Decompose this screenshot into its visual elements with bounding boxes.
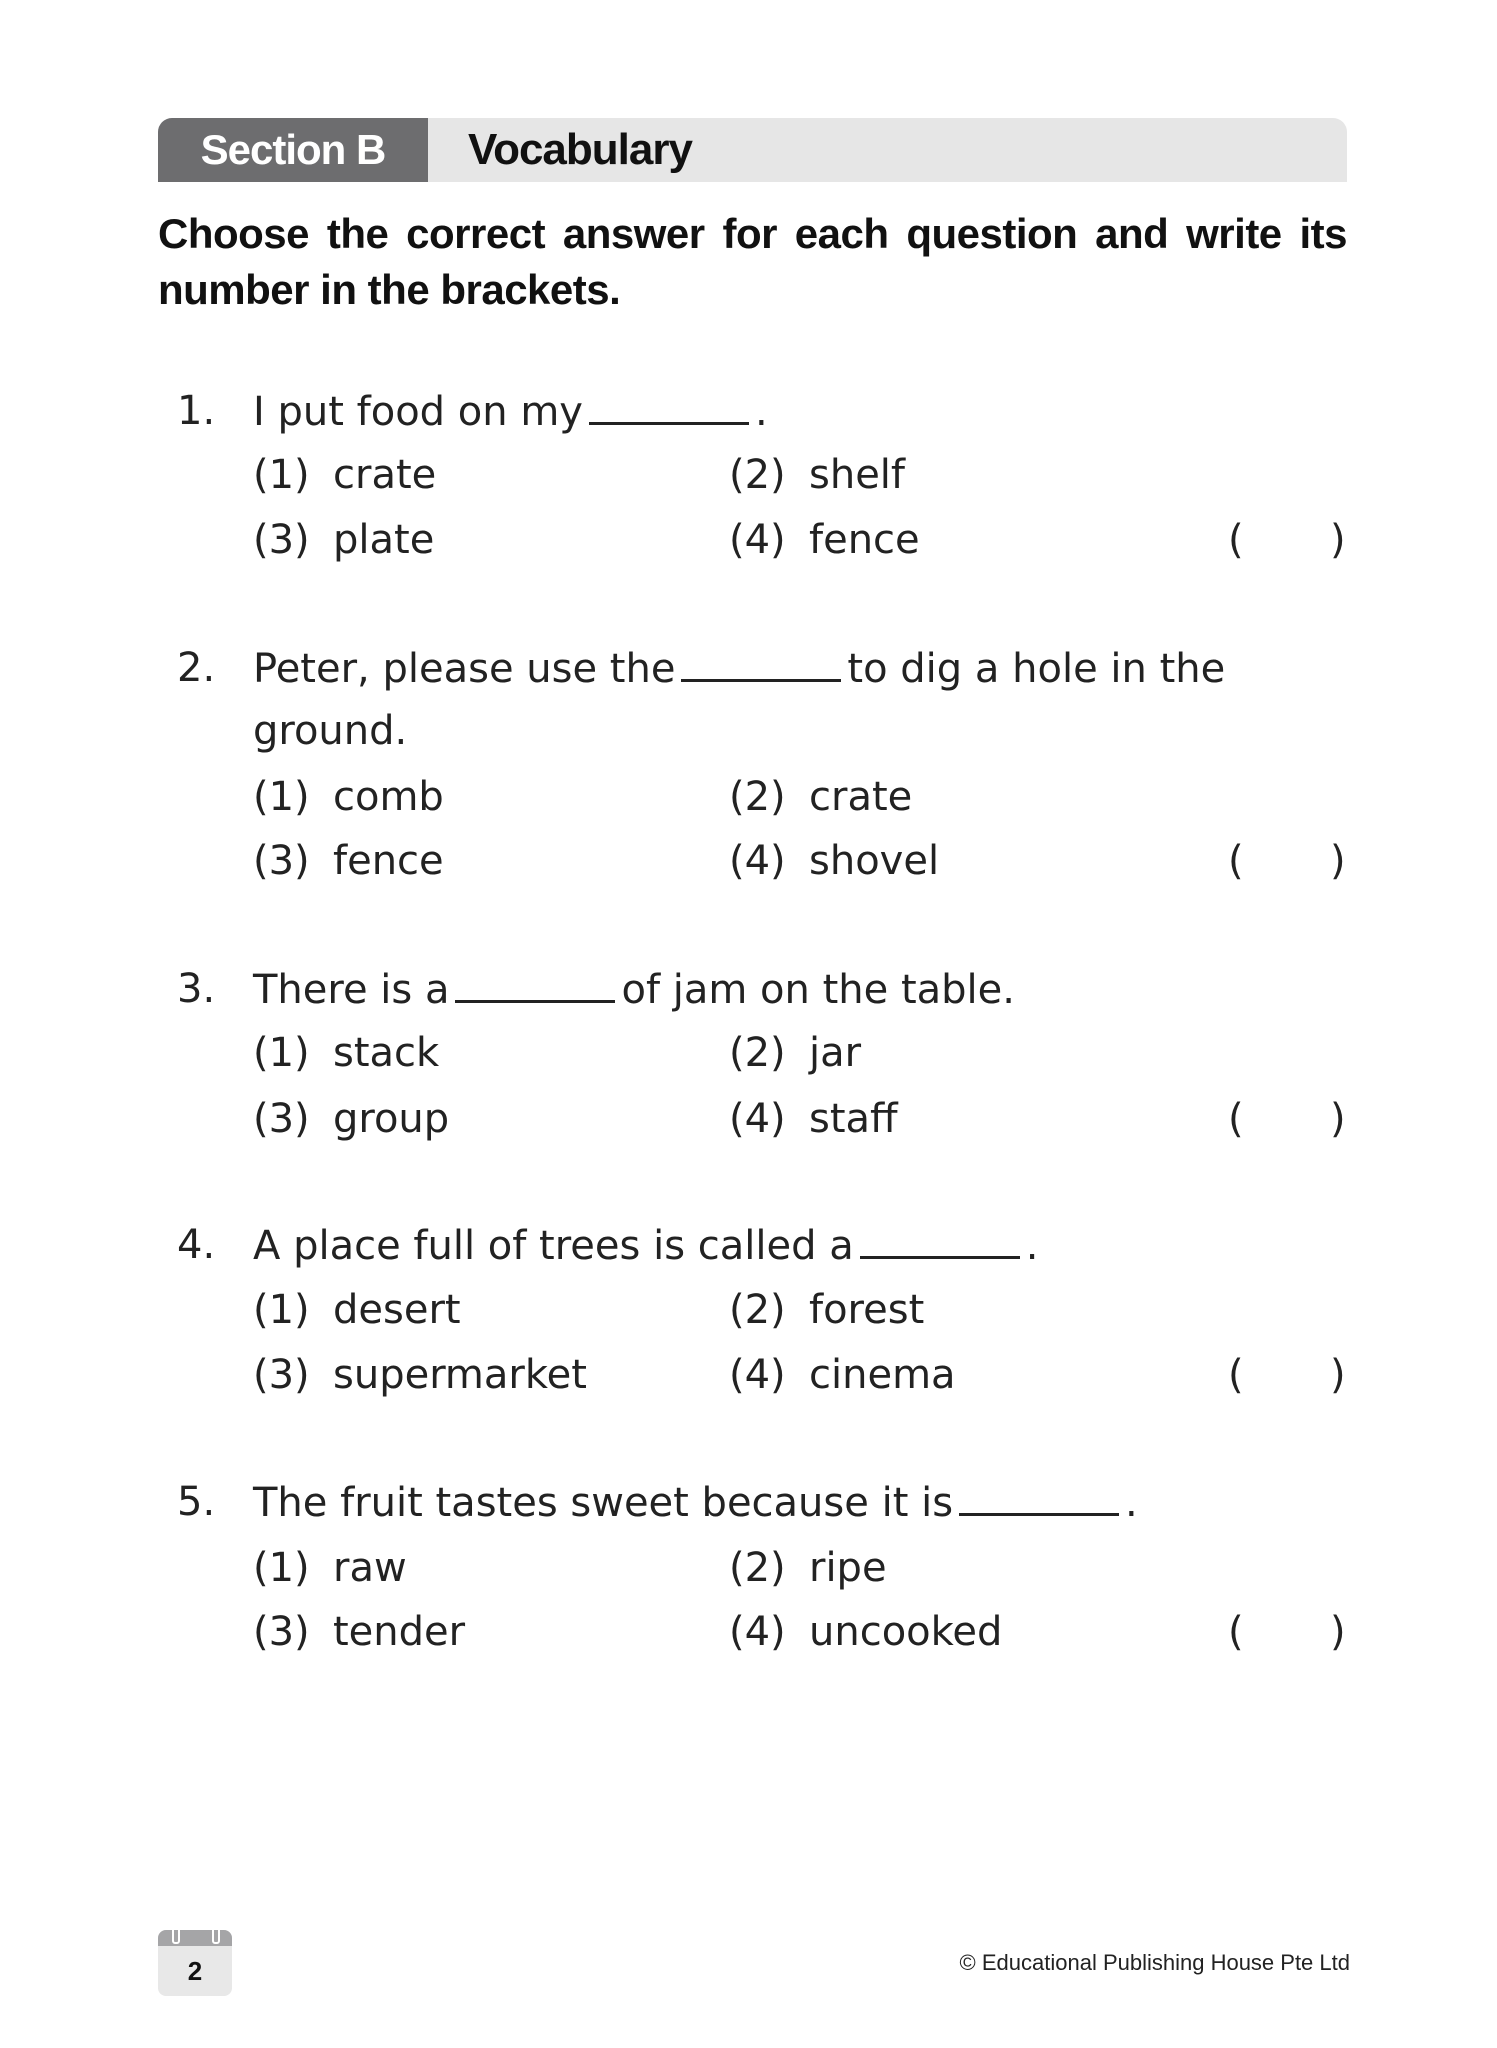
question-text-after: of jam on the table.	[621, 967, 1015, 1013]
answer-bracket-close[interactable]: )	[1330, 1609, 1346, 1655]
option-text: crate	[333, 452, 437, 498]
option-1	[253, 1285, 461, 1335]
option-text: supermarket	[333, 1352, 587, 1398]
answer-blank	[455, 964, 615, 1003]
option-label: (1)	[253, 1545, 310, 1591]
option-2	[729, 1028, 861, 1078]
question-number: 4.	[177, 1222, 216, 1268]
answer-bracket-close[interactable]: )	[1330, 517, 1346, 563]
option-label: (4)	[729, 1609, 786, 1655]
option-label: (4)	[729, 838, 786, 884]
option-text: raw	[333, 1545, 407, 1591]
answer-bracket-close[interactable]: )	[1330, 838, 1346, 884]
question-text-before: I put food on my	[253, 389, 583, 435]
question-stem	[253, 964, 1015, 1015]
option-3	[253, 515, 434, 565]
answer-bracket-open[interactable]: (	[1228, 1609, 1244, 1655]
question-number: 5.	[177, 1479, 216, 1525]
calendar-ring-icon	[172, 1930, 180, 1944]
calendar-ring-icon	[212, 1930, 220, 1944]
option-text: stack	[333, 1030, 440, 1076]
option-1	[253, 772, 444, 822]
option-text: fence	[333, 838, 444, 884]
question-text-before: The fruit tastes sweet because it is	[253, 1480, 954, 1526]
answer-bracket-open[interactable]: (	[1228, 838, 1244, 884]
option-text: uncooked	[809, 1609, 1003, 1655]
option-label: (1)	[253, 1287, 310, 1333]
option-label: (1)	[253, 1030, 310, 1076]
page-number: 2	[187, 1956, 203, 1986]
option-label: (2)	[729, 774, 786, 820]
question-text-before: A place full of trees is called a	[253, 1223, 854, 1269]
option-text: jar	[809, 1030, 862, 1076]
answer-blank	[860, 1220, 1020, 1259]
answer-bracket-open[interactable]: (	[1228, 517, 1244, 563]
option-label: (2)	[729, 452, 786, 498]
option-2	[729, 1285, 924, 1335]
option-text: forest	[809, 1287, 925, 1333]
section-title: Vocabulary	[468, 125, 692, 174]
option-4	[729, 1350, 956, 1400]
option-label: (1)	[253, 774, 310, 820]
question-text-continued: ground.	[253, 708, 408, 754]
option-label: (3)	[253, 1609, 310, 1655]
option-3	[253, 836, 444, 886]
option-text: comb	[333, 774, 444, 820]
option-label: (3)	[253, 838, 310, 884]
option-4	[729, 1094, 898, 1144]
option-2	[729, 772, 912, 822]
question-text-after: .	[1125, 1480, 1138, 1526]
answer-bracket-close[interactable]: )	[1330, 1096, 1346, 1142]
option-4	[729, 515, 920, 565]
option-1	[253, 450, 436, 500]
option-text: shovel	[809, 838, 940, 884]
option-label: (4)	[729, 1096, 786, 1142]
option-text: group	[333, 1096, 450, 1142]
option-text: tender	[333, 1609, 466, 1655]
question-stem	[253, 386, 768, 437]
section-label: Section B	[158, 118, 428, 182]
option-2	[729, 1543, 887, 1593]
option-4	[729, 1607, 1002, 1657]
question-text-before: Peter, please use the	[253, 646, 676, 692]
question-text-after: .	[754, 389, 768, 435]
instructions: Choose the correct answer for each question and write its number in the brackets.	[158, 210, 1347, 313]
option-label: (2)	[729, 1030, 786, 1076]
option-4	[729, 836, 939, 886]
option-label: (2)	[729, 1287, 786, 1333]
answer-bracket-open[interactable]: (	[1228, 1352, 1244, 1398]
section-header	[158, 118, 1347, 182]
answer-bracket-close[interactable]: )	[1330, 1352, 1346, 1398]
question-number: 3.	[177, 966, 216, 1012]
option-text: ripe	[809, 1545, 887, 1591]
page-number-badge	[158, 1930, 232, 1996]
question-text-after: .	[1025, 1223, 1039, 1269]
option-label: (1)	[253, 452, 310, 498]
option-label: (3)	[253, 1352, 310, 1398]
option-3	[253, 1094, 449, 1144]
answer-blank	[589, 386, 749, 425]
copyright: © Educational Publishing House Pte Ltd	[959, 1950, 1350, 1975]
question-text-before: There is a	[253, 967, 450, 1013]
option-text: shelf	[809, 452, 905, 498]
answer-bracket-open[interactable]: (	[1228, 1096, 1244, 1142]
option-text: desert	[333, 1287, 461, 1333]
option-label: (4)	[729, 517, 786, 563]
option-1	[253, 1028, 439, 1078]
question-stem	[253, 1477, 1138, 1528]
question-stem	[253, 1220, 1038, 1271]
option-text: plate	[333, 517, 435, 563]
question-text-after: to dig a hole in the	[847, 646, 1226, 692]
option-2	[729, 450, 905, 500]
option-label: (4)	[729, 1352, 786, 1398]
option-label: (3)	[253, 517, 310, 563]
calendar-icon	[158, 1930, 232, 1946]
option-3	[253, 1607, 465, 1657]
answer-blank	[681, 643, 841, 682]
option-text: crate	[809, 774, 913, 820]
option-label: (2)	[729, 1545, 786, 1591]
question-number: 1.	[177, 388, 216, 434]
option-text: cinema	[809, 1352, 956, 1398]
option-text: fence	[809, 517, 920, 563]
question-stem	[253, 643, 1225, 694]
option-text: staff	[809, 1096, 898, 1142]
answer-blank	[959, 1477, 1119, 1516]
option-1	[253, 1543, 407, 1593]
option-label: (3)	[253, 1096, 310, 1142]
question-number: 2.	[177, 645, 216, 691]
option-3	[253, 1350, 587, 1400]
